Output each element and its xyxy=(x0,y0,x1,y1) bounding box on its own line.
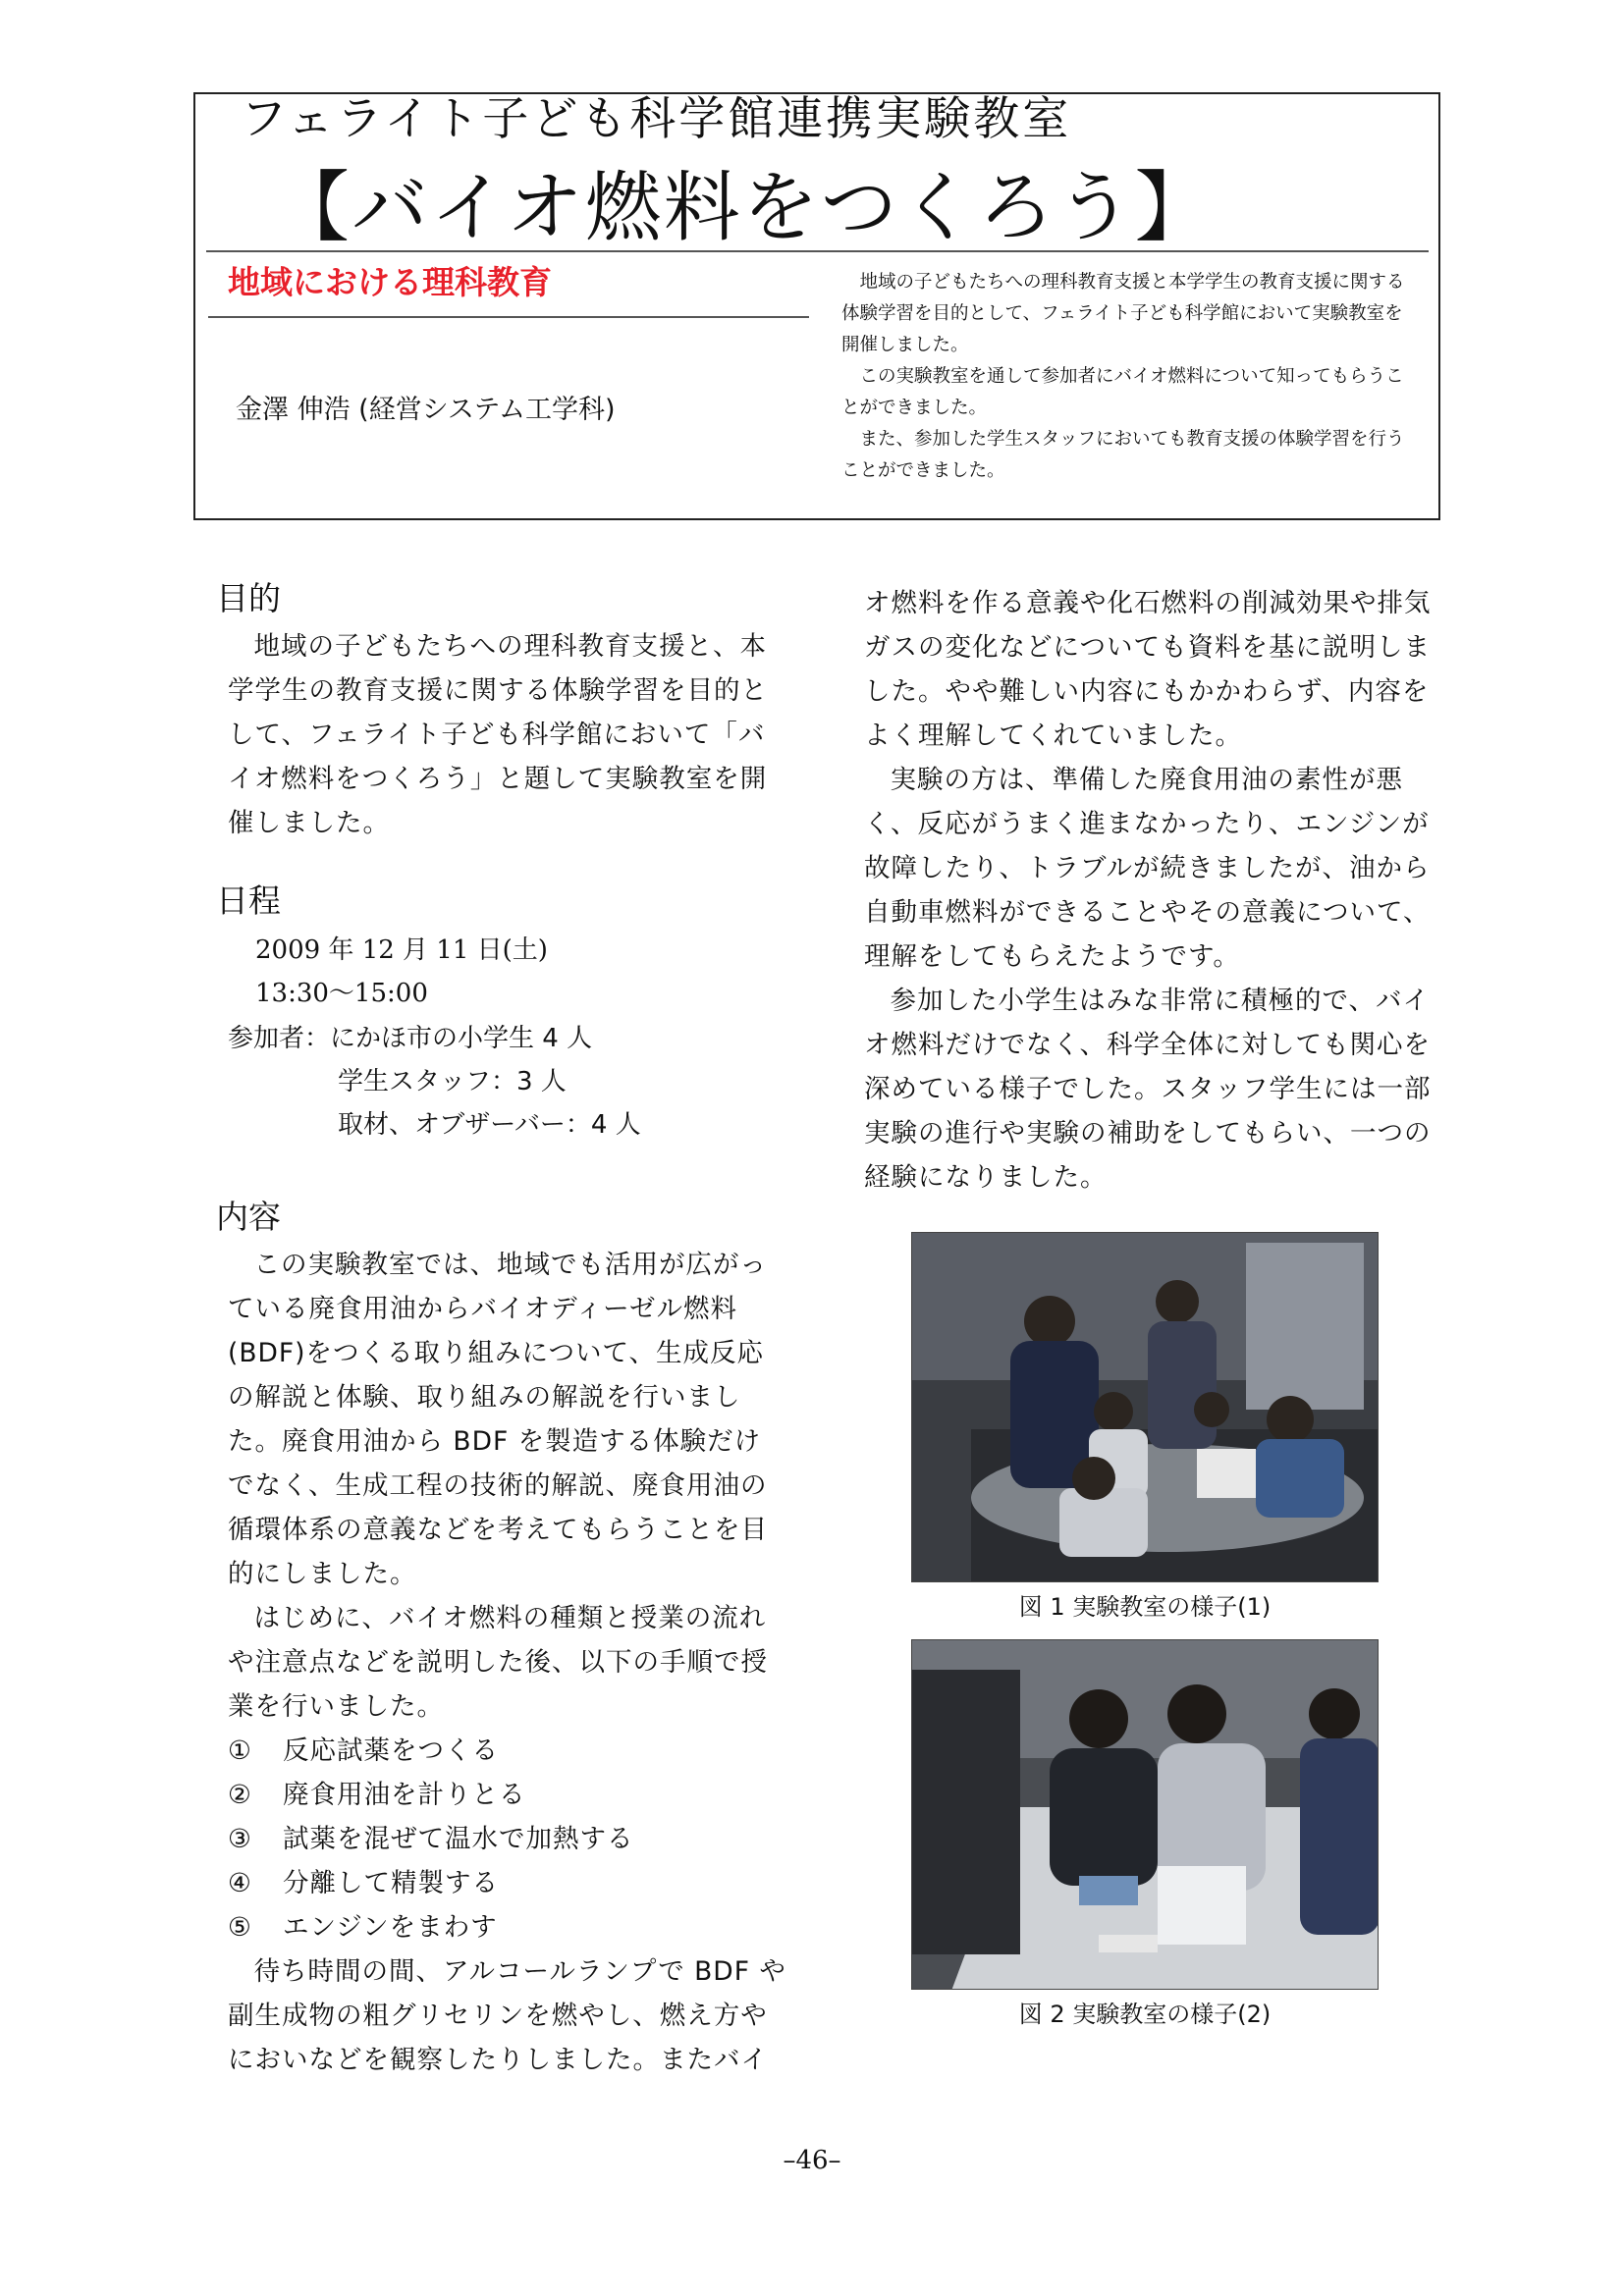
abstract-paragraph: この実験教室を通して参加者にバイオ燃料について知ってもらうことができました。 xyxy=(841,366,1404,418)
participants-row xyxy=(228,1017,641,1060)
series-title: フェライト子ども科学館連携実験教室 xyxy=(241,92,1072,146)
main-title: 【バイオ燃料をつくろう】 xyxy=(273,164,1214,252)
step-list xyxy=(228,1729,787,1949)
category-label: 地域における理科教育 xyxy=(228,263,552,301)
content-paragraph: 待ち時間の間、アルコールランプで BDF や副生成物の粗グリセリンを燃やし、燃え方やにおいなどを観察したりしました。またバイ xyxy=(228,1956,786,2075)
content-paragraph: 参加した小学生はみな非常に積極的で、バイオ燃料だけでなく、科学全体に対しても関心を深めている様子でした。スタッフ学生には一部実験の進行や実験の補助をしてもらい、一つの経験になりました。 xyxy=(864,986,1432,1193)
participants-label: 参加者： xyxy=(228,1024,331,1053)
purpose-heading: 目的 xyxy=(216,579,281,617)
participant-item: にかほ市の小学生 4 人 xyxy=(330,1024,593,1053)
figure-1-photo xyxy=(911,1232,1379,1582)
step-item: ③ 試薬を混ぜて温水で加熱する xyxy=(228,1824,634,1854)
step-item: ① 反応試薬をつくる xyxy=(228,1735,499,1766)
step-item: ⑤ エンジンをまわす xyxy=(228,1912,498,1943)
content-paragraph: オ燃料を作る意義や化石燃料の削減効果や排気ガスの変化などについても資料を基に説明しました。やや難しい内容にもかかわらず、内容をよく理解してくれていました。 xyxy=(864,588,1432,751)
figure-2-photo xyxy=(911,1639,1379,1990)
abstract-paragraph: また、参加した学生スタッフにおいても教育支援の体験学習を行うことができました。 xyxy=(841,429,1405,481)
classroom-photo-1 xyxy=(912,1233,1379,1582)
content-paragraph: はじめに、バイオ燃料の種類と授業の流れや注意点などを説明した後、以下の手順で授業を行いました。 xyxy=(228,1603,768,1722)
participants xyxy=(228,1017,641,1147)
purpose-section xyxy=(228,624,787,845)
right-column-text xyxy=(864,581,1443,1200)
purpose-text: 地域の子どもたちへの理科教育支援と、本学学生の教育支援に関する体験学習を目的として、フェライト子ども科学館において「バイオ燃料をつくろう」と題して実験教室を開催しました。 xyxy=(228,631,768,838)
author: 金澤 伸浩 (経営システム工学科) xyxy=(236,395,616,425)
schedule-time: 13:30〜15:00 xyxy=(255,979,428,1008)
participant-item: 学生スタッフ：3 人 xyxy=(338,1067,567,1096)
abstract-paragraph: 地域の子どもたちへの理科教育支援と本学学生の教育支援に関する体験学習を目的として、フェライト子ども科学館において実験教室を開催しました。 xyxy=(841,272,1405,355)
step-item: ④ 分離して精製する xyxy=(228,1868,499,1898)
title-divider xyxy=(206,250,1429,252)
schedule-section xyxy=(255,929,548,1015)
content-heading: 内容 xyxy=(216,1198,281,1236)
abstract xyxy=(841,267,1411,487)
category-divider xyxy=(208,316,809,318)
figure-1-caption: 図 1 実験教室の様子(1) xyxy=(1018,1593,1272,1621)
content-paragraph: この実験教室では、地域でも活用が広がっている廃食用油からバイオディーゼル燃料(BDF)をつくる取り組みについて、生成反応の解説と体験、取り組みの解説を行いました。廃食用油から BDF を製造する体験だけでなく、生成工程の技術的解説、廃食用油の循環体系の意義などを考えてもらうことを目的にしました。 xyxy=(228,1250,768,1589)
participant-item: 取材、オブザーバー：4 人 xyxy=(338,1110,641,1140)
step-item: ② 廃食用油を計りとる xyxy=(228,1780,526,1810)
content-section xyxy=(228,1243,787,2082)
schedule-date: 2009 年 12 月 11 日(土) xyxy=(255,935,548,965)
page-number: –46– xyxy=(783,2146,841,2175)
classroom-photo-2 xyxy=(912,1640,1379,1990)
content-paragraph: 実験の方は、準備した廃食用油の素性が悪く、反応がうまく進まなかったり、エンジンが故障したり、トラブルが続きましたが、油から自動車燃料ができることやその意義について、理解をしてもらえたようです。 xyxy=(864,765,1431,972)
figure-2-caption: 図 2 実験教室の様子(2) xyxy=(1018,2001,1272,2028)
schedule-heading: 日程 xyxy=(216,881,281,920)
